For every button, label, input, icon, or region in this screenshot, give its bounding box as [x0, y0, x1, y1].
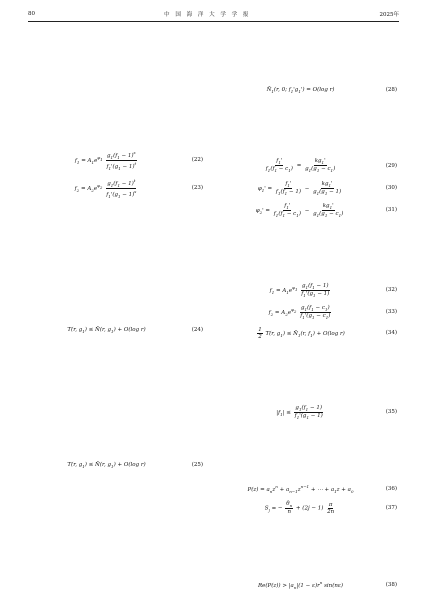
fraction: $\frac{kg_1'}{g_1(g_1 - c_1)}$: [313, 202, 344, 218]
equation-28: [222, 85, 397, 96]
equation-33: [222, 303, 397, 322]
fraction: $\frac{g_1(f_1 - c_1)}{f_1'(g_1 - c_1)}$: [300, 304, 331, 320]
equation-36: [222, 482, 397, 496]
right-column: [222, 27, 397, 592]
equation-22-number: (22): [191, 157, 203, 164]
unreadable-text-block: [28, 27, 203, 145]
equation-37-number: (37): [385, 505, 397, 512]
equation-23-body: $f_2 = A_2e^{\varphi 2}$ $\frac{g_1(f_1 - 1)^t}{f_1'(g_1 - 1)^s}$: [74, 177, 137, 199]
equation-36-number: (36): [385, 486, 397, 493]
equation-23-number: (23): [191, 185, 203, 192]
equation-31: [222, 201, 397, 220]
equation-24-number: (24): [191, 327, 203, 334]
equation-22: [28, 148, 203, 173]
equation-33-number: (33): [385, 309, 397, 316]
left-column: [28, 27, 203, 592]
equation-25-number: (25): [191, 462, 203, 469]
equation-34-number: (34): [385, 330, 397, 337]
unreadable-text-block: [222, 520, 397, 575]
equation-24-body: T(r, $g_1$) ≤ N̄(r, $g_1) + O(\log$ r): [67, 326, 146, 334]
fraction: $\frac{g_1(f_1 - 1)}{f_1'(g_1 - 1)}$: [301, 282, 330, 298]
equation-38-number: (38): [385, 582, 397, 589]
fraction: $\frac{f_1'}{f_1(f_1 - c_1)}$: [273, 202, 301, 218]
fraction: $\frac{kg_1'}{g_1(g_1 - 1)}$: [313, 180, 342, 196]
equation-25-body: T(r, $g_1$) ≤ N̄(r, $g_1) + O(\log$ r): [67, 461, 146, 469]
fraction: $\frac{\theta_n}{n}$: [286, 501, 293, 516]
equation-25: [28, 460, 203, 471]
equation-35: [222, 403, 397, 422]
unreadable-text-block: [222, 223, 397, 278]
unreadable-text-block: [28, 339, 203, 457]
journal-name: 中 国 海 洋 大 学 学 报: [164, 12, 251, 18]
equation-36-body: $P(z) = a_nz^n + a_{n-1}z^{n-1}$ + ⋯ + $a_1z + a_0$: [247, 484, 354, 495]
fraction: $\frac{g_1(f_1 - 1)}{f_1'(g_1 - 1)}$: [294, 404, 323, 420]
equation-38-body: $Re(P(z)) > |a_n|(1 - \varepsilon)r^n$ sin(nε): [258, 580, 343, 590]
unreadable-text-block: [222, 99, 397, 154]
equation-38: [222, 578, 397, 592]
equation-35-number: (35): [385, 409, 397, 416]
equation-32-body: $f_1 = A_1e^{\varphi 1}$ $\frac{g_1(f_1 - 1)}{f_1'(g_1 - 1)}$: [269, 282, 330, 298]
equation-37: [222, 499, 397, 517]
equation-23: [28, 176, 203, 201]
fraction: $\frac{\pi}{2n}$: [327, 501, 335, 515]
fraction: $\frac{g_1(f_1 - 1)^t}{f_1'(g_1 - 1)^s}$: [106, 177, 137, 199]
fraction: $\frac{f_1'}{f_1(f_1 - 1)}$: [275, 180, 301, 196]
equation-34-body: $\frac{1}{2}$ T(r, $g_1$) ≤ $N̄_1(r$, $f_1) + O(\log$ r): [258, 326, 345, 340]
unreadable-text-block: [222, 27, 397, 82]
fraction: $\frac{kg_1'}{g_1(g_1 - c_1)}$: [305, 158, 336, 174]
equation-37-body: $S_j$ = − $\frac{\theta_n}{n}$ + (2j − 1) $\frac{\pi}{2n}$: [264, 501, 335, 516]
equation-29-number: (29): [385, 162, 397, 169]
page-number: 80: [28, 11, 35, 17]
running-header: [28, 8, 399, 20]
unreadable-text-block: [28, 204, 203, 322]
header-rule: [28, 21, 399, 22]
equation-28-body: $N̄_1(r$, 0; $f_1'g_1') = O(\log$ r): [266, 86, 335, 94]
equation-29-body: $\frac{f_1'}{f_1(f_1 - c_1)}$ = $\frac{kg_1'}{g_1(g_1 - c_1)}$: [265, 158, 336, 174]
equation-33-body: $f_2 = A_2e^{\varphi 2}$ $\frac{g_1(f_1 - c_1)}{f_1'(g_1 - c_1)}$: [268, 304, 331, 320]
equation-30: [222, 179, 397, 198]
fraction: $\frac{f_1'}{f_1(f_1 - c_1)}$: [265, 158, 293, 174]
equation-29: [222, 156, 397, 175]
equation-32-number: (32): [385, 287, 397, 294]
equation-31-number: (31): [385, 207, 397, 214]
fraction: $\frac{g_1(f_1 - 1)^s}{f_1'(g_1 - 1)^t}$: [106, 150, 137, 171]
equation-31-body: $\varphi_2'$ = $\frac{f_1'}{f_1(f_1 - c_1)}$ − $\frac{kg_1'}{g_1(g_1 - c_1)}$: [255, 202, 344, 218]
equation-24: [28, 325, 203, 336]
equation-30-body: $\varphi_1'$ = $\frac{f_1'}{f_1(f_1 - 1)}$ − $\frac{kg_1'}{g_1(g_1 - 1)}$: [257, 180, 342, 196]
unreadable-text-block: [28, 474, 203, 592]
equation-34: [222, 325, 397, 342]
equation-32: [222, 281, 397, 300]
equation-28-number: (28): [385, 87, 397, 94]
unreadable-text-block: [222, 345, 397, 400]
equation-22-body: $f_1 = A_1e^{\varphi 1}$ $\frac{g_1(f_1 - 1)^s}{f_1'(g_1 - 1)^t}$: [74, 150, 137, 171]
unreadable-text-block: [222, 425, 397, 480]
publication-year: 2025年: [379, 12, 399, 18]
equation-35-body: $|f_1|$ ≤ $\frac{g_1(f_1 - 1)}{f_1'(g_1 - 1)}$: [276, 404, 323, 420]
fraction: $\frac{1}{2}$: [258, 326, 262, 340]
equation-30-number: (30): [385, 185, 397, 192]
